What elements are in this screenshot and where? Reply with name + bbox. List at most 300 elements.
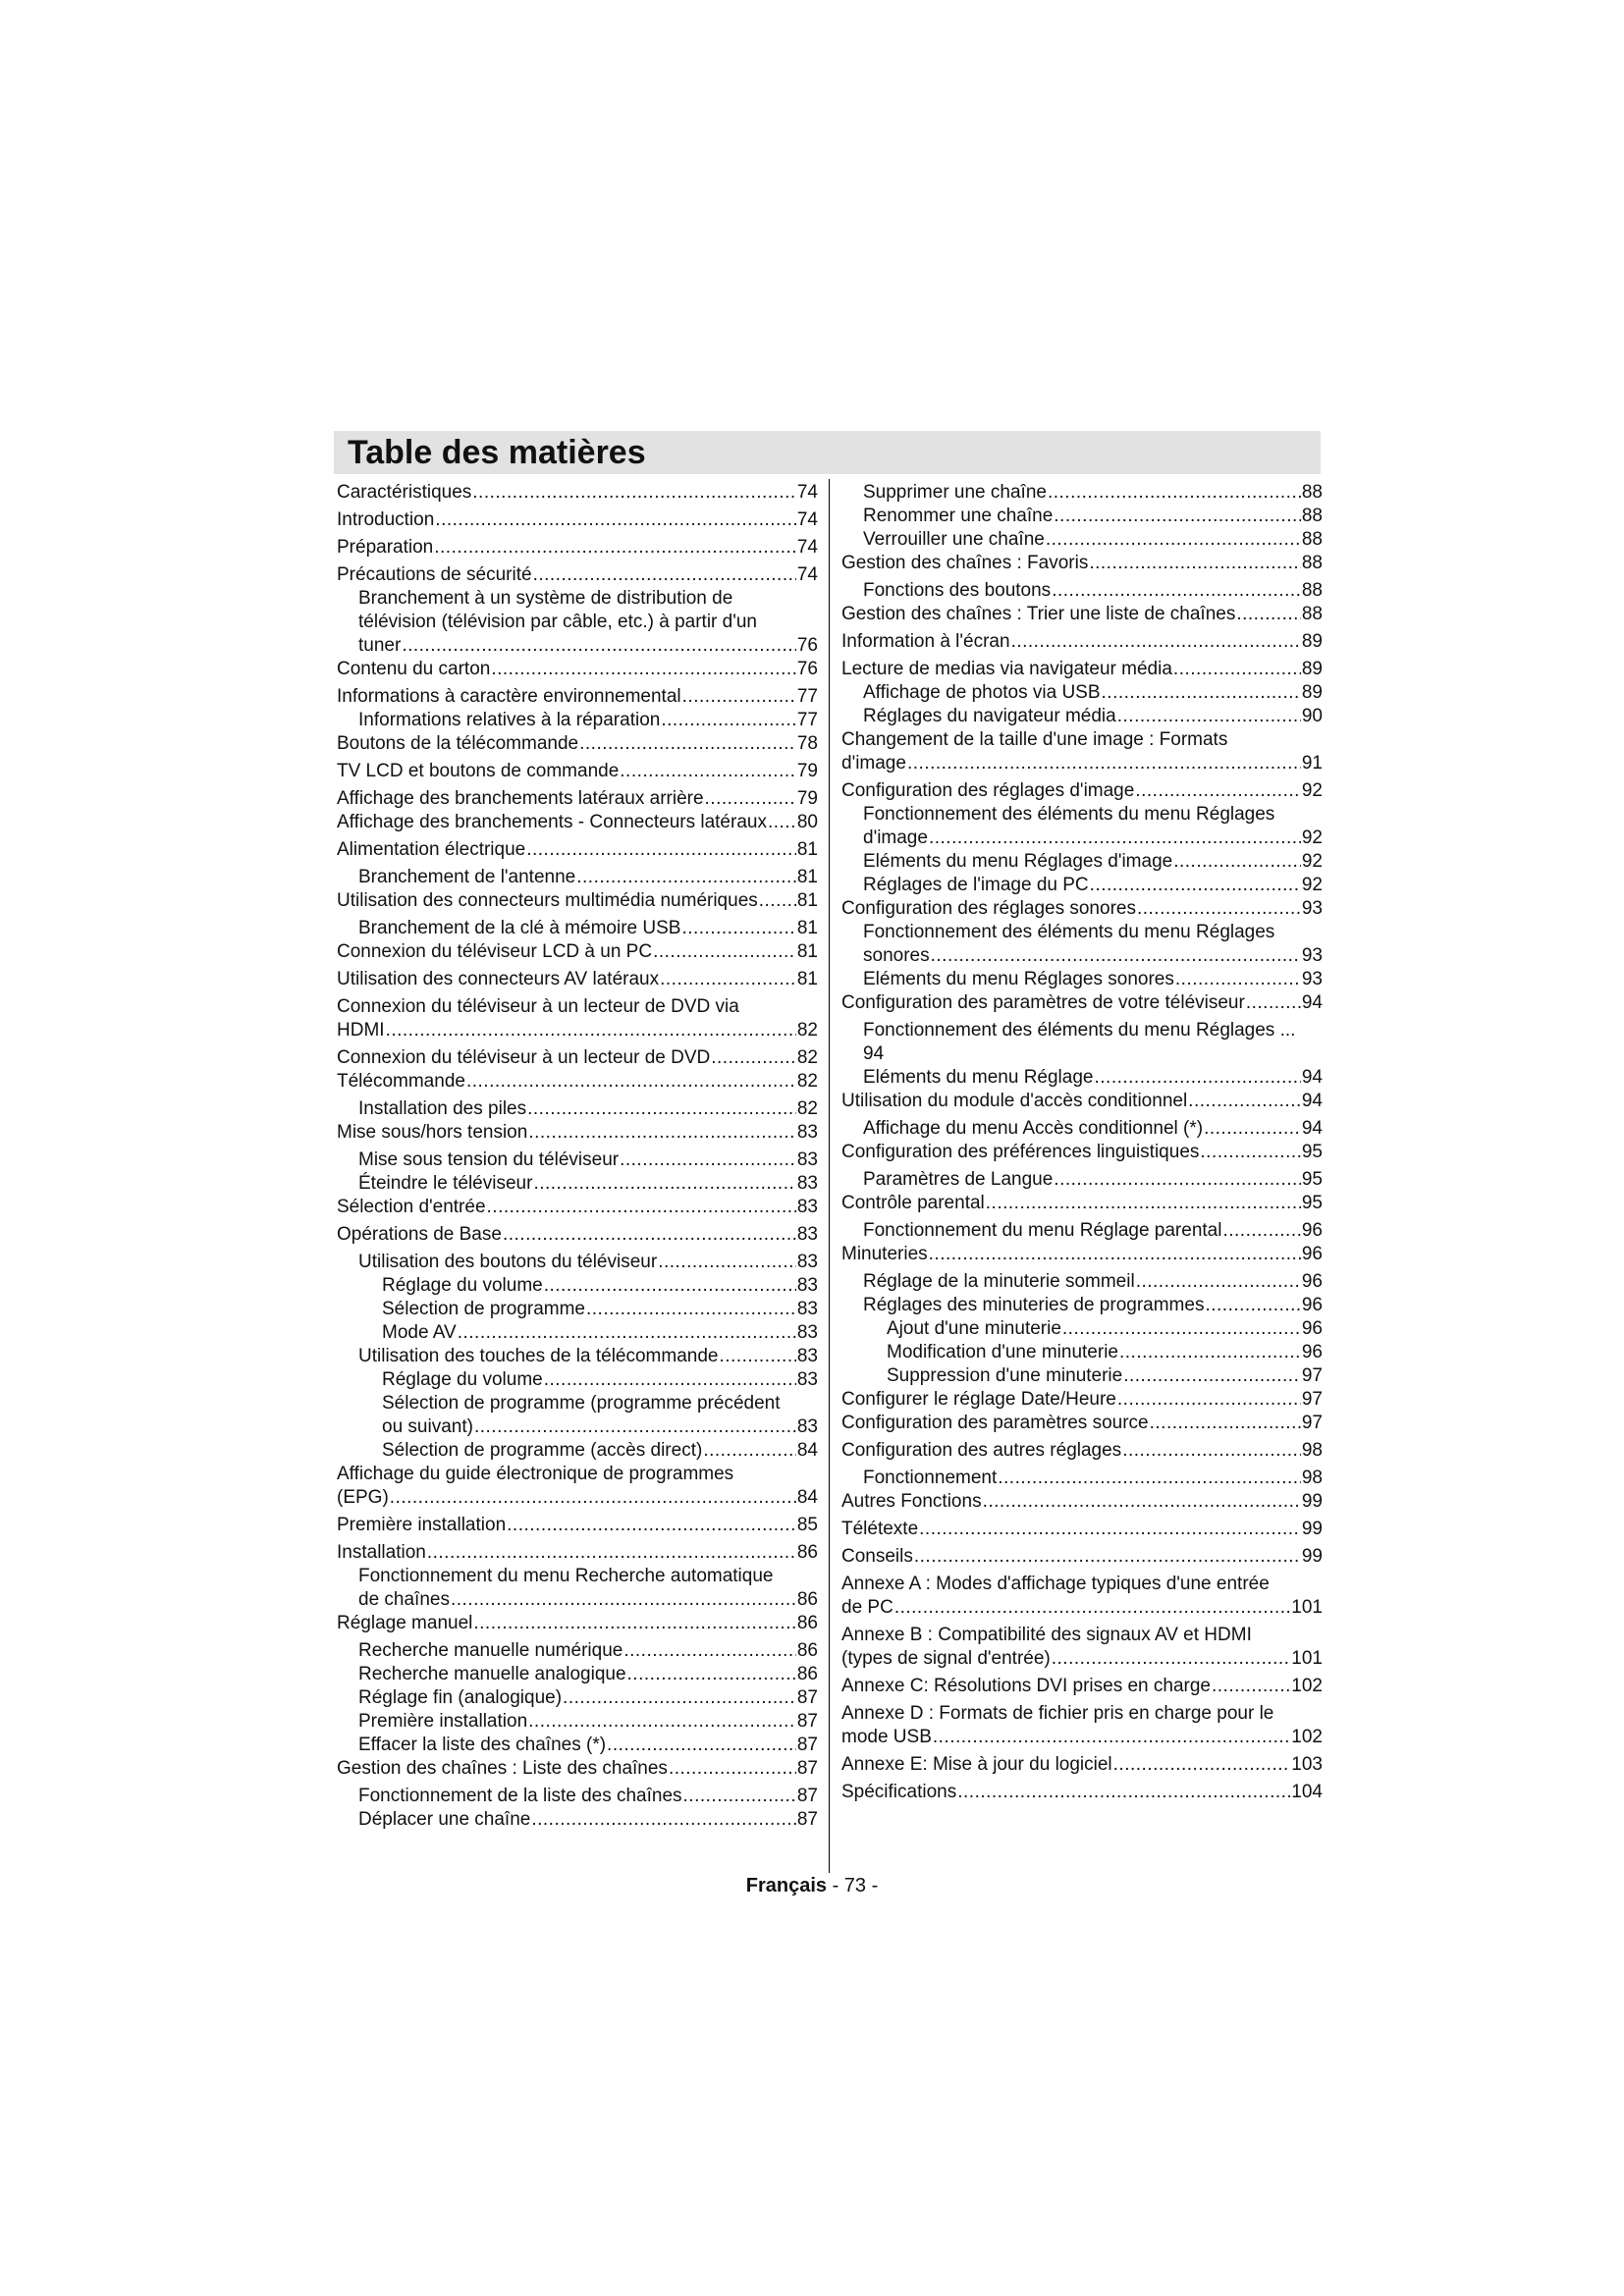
toc-entry-title: Gestion des chaînes : Trier une liste de chaînes — [841, 604, 1236, 624]
toc-entry-page: 82 — [796, 1047, 818, 1068]
dot-leader — [451, 1588, 796, 1612]
toc-entry-title: Verrouiller une chaîne — [863, 529, 1045, 550]
toc-entry-title: Réglage fin (analogique) — [358, 1687, 563, 1708]
toc-entry-title: Mise sous/hors tension — [337, 1122, 528, 1143]
toc-entry-title: Fonctions des boutons — [863, 580, 1052, 601]
toc-entry-title: Connexion du téléviseur à un lecteur de DVD — [337, 1047, 711, 1068]
toc-entry-title: Annexe B : Compatibilité des signaux AV et HDMI — [841, 1625, 1252, 1645]
toc-entry[interactable] — [337, 838, 818, 862]
dot-leader — [528, 1121, 796, 1145]
toc-entry[interactable] — [841, 850, 1323, 874]
toc-entry-page: 83 — [796, 1224, 818, 1245]
dot-leader — [1212, 1675, 1290, 1698]
toc-entry-title: Affichage des branchements latéraux arrière — [337, 788, 704, 809]
toc-entry[interactable] — [337, 1070, 818, 1094]
toc-entry[interactable] — [841, 1624, 1323, 1671]
toc-entry-page: 76 — [796, 659, 818, 679]
toc-entry-title: Effacer la liste des chaînes (*) — [358, 1735, 607, 1755]
toc-entry-page: 77 — [796, 686, 818, 707]
dot-leader — [1204, 1117, 1301, 1141]
toc-entry-title: Contenu du carton — [337, 659, 491, 679]
dot-leader — [528, 1710, 796, 1734]
toc-entry[interactable] — [337, 760, 818, 783]
toc-entry-title: Affichage du guide électronique de programmes — [337, 1464, 734, 1484]
toc-entry[interactable] — [337, 1514, 818, 1537]
dot-leader — [1236, 603, 1301, 626]
toc-entry-title: Minuteries — [841, 1244, 928, 1264]
toc-entry[interactable] — [337, 1710, 818, 1734]
dot-leader — [681, 917, 795, 940]
toc-entry[interactable] — [337, 732, 818, 756]
toc-entry-title: Préparation — [337, 537, 434, 558]
toc-entry[interactable] — [841, 991, 1323, 1015]
toc-entry[interactable] — [337, 1097, 818, 1121]
toc-entry[interactable] — [841, 1294, 1323, 1317]
toc-entry-title: Autres Fonctions — [841, 1491, 982, 1512]
toc-entry-page: 86 — [796, 1664, 818, 1684]
toc-entry-page: 78 — [796, 733, 818, 754]
toc-entry[interactable] — [337, 1686, 818, 1710]
toc-entry-title: Opérations de Base — [337, 1224, 502, 1245]
toc-entry[interactable] — [337, 1046, 818, 1070]
toc-entry-title: Fonctionnement des éléments du menu Réglages ... — [863, 1020, 1296, 1041]
toc-entry[interactable] — [337, 1808, 818, 1832]
toc-entry[interactable] — [337, 811, 818, 834]
dot-leader — [1246, 991, 1301, 1015]
toc-entry-title: Sélection de programme (accès direct) — [382, 1440, 703, 1461]
toc-entry-page: 87 — [796, 1786, 818, 1806]
dot-leader — [683, 1785, 796, 1808]
toc-entry-title: Première installation — [358, 1711, 528, 1732]
toc-entry-page: 83 — [796, 1369, 818, 1390]
toc-entry-page: 96 — [1301, 1271, 1323, 1292]
toc-entry[interactable] — [841, 681, 1323, 705]
toc-entry[interactable] — [337, 1757, 818, 1781]
toc-entry-title: Alimentation électrique — [337, 839, 526, 860]
toc-entry-title: Annexe C: Résolutions DVI prises en charge — [841, 1676, 1211, 1696]
toc-entry[interactable] — [337, 658, 818, 681]
toc-entry-page: 84 — [796, 1440, 818, 1461]
toc-entry-title: Sélection de programme (programme précédent — [382, 1393, 781, 1414]
toc-entry[interactable] — [841, 705, 1323, 728]
toc-entry-title: ou suivant) — [382, 1416, 473, 1437]
toc-entry[interactable] — [841, 579, 1323, 603]
toc-entry-page: 85 — [796, 1515, 818, 1535]
toc-entry-title: Eléments du menu Réglages d'image — [863, 851, 1173, 872]
dot-leader — [1119, 1341, 1301, 1364]
dot-leader — [434, 536, 796, 560]
toc-entry-title: Suppression d'une minuterie — [887, 1365, 1123, 1386]
toc-entry-page: 98 — [1301, 1468, 1323, 1488]
toc-entry-page: 93 — [1301, 945, 1323, 966]
toc-entry-page: 81 — [796, 969, 818, 989]
toc-entry-page: 74 — [796, 537, 818, 558]
dot-leader — [544, 1274, 796, 1298]
toc-entry[interactable] — [337, 1541, 818, 1565]
dot-leader — [719, 1345, 795, 1368]
toc-entry-title: Sélection d'entrée — [337, 1197, 486, 1217]
dot-leader — [1048, 481, 1301, 505]
toc-entry-title: Mise sous tension du téléviseur — [358, 1149, 620, 1170]
toc-entry-title: Fonctionnement de la liste des chaînes — [358, 1786, 682, 1806]
dot-leader — [1205, 1294, 1300, 1317]
dot-leader — [1175, 968, 1301, 991]
toc-entry-title: Branchement de la clé à mémoire USB — [358, 918, 681, 938]
toc-entry-page: 87 — [796, 1809, 818, 1830]
toc-entry[interactable] — [337, 1734, 818, 1757]
toc-entry-title: Recherche manuelle analogique — [358, 1664, 626, 1684]
dot-leader — [1046, 528, 1301, 552]
toc-entry-title: Fonctionnement des éléments du menu Réglages — [863, 922, 1275, 942]
toc-entry[interactable] — [841, 1270, 1323, 1294]
toc-entry-title: Réglages du navigateur média — [863, 706, 1116, 726]
toc-entry[interactable] — [841, 874, 1323, 897]
dot-leader — [466, 1070, 796, 1094]
footer-language: Français — [745, 1875, 827, 1896]
dot-leader — [435, 508, 796, 532]
toc-entry-page: 91 — [1301, 753, 1323, 774]
toc-entry[interactable] — [337, 1392, 818, 1439]
toc-entry[interactable] — [337, 917, 818, 940]
toc-entry[interactable] — [841, 1168, 1323, 1192]
toc-entry[interactable] — [337, 968, 818, 991]
toc-entry-title: Configuration des réglages sonores — [841, 898, 1136, 919]
toc-entry[interactable] — [337, 1439, 818, 1463]
toc-entry-title: Informations à caractère environnemental — [337, 686, 681, 707]
toc-entry[interactable] — [841, 1675, 1323, 1698]
toc-entry-title: 94 — [863, 1043, 885, 1064]
toc-entry[interactable] — [337, 889, 818, 913]
toc-entry-page: 81 — [796, 918, 818, 938]
toc-entry-title: d'image — [841, 753, 906, 774]
toc-entry-title: Modification d'une minuterie — [887, 1342, 1118, 1362]
dot-leader — [563, 1686, 796, 1710]
toc-entry-page: 88 — [1301, 553, 1323, 573]
dot-leader — [1113, 1753, 1291, 1777]
toc-entry[interactable] — [841, 1388, 1323, 1412]
toc-entry[interactable] — [337, 787, 818, 811]
toc-entry-page: 74 — [796, 564, 818, 585]
toc-entry-page: 104 — [1291, 1782, 1323, 1802]
page-title: Table des matières — [348, 434, 646, 471]
toc-entry[interactable] — [841, 1341, 1323, 1364]
toc-entry[interactable] — [337, 536, 818, 560]
toc-entry[interactable] — [337, 1663, 818, 1686]
toc-entry[interactable] — [337, 1368, 818, 1392]
toc-entry-title: Connexion du téléviseur LCD à un PC — [337, 941, 653, 962]
toc-entry-title: de chaînes — [358, 1589, 450, 1610]
toc-entry-page: 83 — [796, 1252, 818, 1272]
toc-entry-page: 92 — [1301, 875, 1323, 895]
toc-entry[interactable] — [841, 1019, 1323, 1066]
toc-entry-page: 89 — [1301, 631, 1323, 652]
toc-entry-page: 83 — [796, 1275, 818, 1296]
dot-leader — [929, 1243, 1301, 1266]
toc-entry[interactable] — [841, 1317, 1323, 1341]
toc-entry-page: 83 — [796, 1173, 818, 1194]
toc-entry[interactable] — [337, 940, 818, 964]
toc-entry[interactable] — [337, 1345, 818, 1368]
dot-leader — [1117, 705, 1301, 728]
dot-leader — [586, 1298, 796, 1321]
toc-entry-page: 99 — [1301, 1546, 1323, 1567]
toc-entry[interactable] — [841, 505, 1323, 528]
toc-entry-title: Télécommande — [337, 1071, 465, 1092]
toc-entry[interactable] — [841, 1467, 1323, 1490]
toc-entry-title: Branchement de l'antenne — [358, 867, 576, 887]
dot-leader — [768, 811, 796, 834]
toc-entry[interactable] — [337, 587, 818, 658]
toc-entry-title: Affichage de photos via USB — [863, 682, 1101, 703]
toc-entry-title: Eléments du menu Réglages sonores — [863, 969, 1174, 989]
toc-entry-title: Eléments du menu Réglage — [863, 1067, 1094, 1088]
toc-entry[interactable] — [841, 1753, 1323, 1777]
dot-leader — [1052, 1647, 1291, 1671]
toc-entry-page: 103 — [1291, 1754, 1323, 1775]
toc-entry[interactable] — [841, 1781, 1323, 1804]
toc-entry-title: Introduction — [337, 509, 435, 530]
dot-leader — [576, 866, 796, 889]
toc-entry[interactable] — [841, 1490, 1323, 1514]
toc-entry-title: Configurer le réglage Date/Heure — [841, 1389, 1116, 1410]
toc-entry-page: 102 — [1291, 1676, 1323, 1696]
toc-entry[interactable] — [841, 1364, 1323, 1388]
dot-leader — [711, 1046, 796, 1070]
toc-entry[interactable] — [337, 1565, 818, 1612]
toc-entry[interactable] — [337, 1463, 818, 1510]
toc-entry[interactable] — [841, 658, 1323, 681]
toc-entry-title: Contrôle parental — [841, 1193, 985, 1213]
dot-leader — [661, 709, 796, 732]
dot-leader — [507, 1514, 796, 1537]
toc-entry-title: Déplacer une chaîne — [358, 1809, 531, 1830]
toc-entry-title: Première installation — [337, 1515, 507, 1535]
toc-entry[interactable] — [841, 779, 1323, 803]
toc-entry-title: Fonctionnement des éléments du menu Réglages — [863, 804, 1275, 825]
toc-entry-title: Caractéristiques — [337, 482, 472, 503]
toc-column-left — [337, 481, 818, 1832]
toc-entry-page: 96 — [1301, 1318, 1323, 1339]
toc-entry-page: 94 — [1301, 1067, 1323, 1088]
toc-entry[interactable] — [841, 630, 1323, 654]
toc-entry-page: 96 — [1301, 1244, 1323, 1264]
dot-leader — [986, 1192, 1301, 1215]
toc-entry-page: 94 — [1301, 1118, 1323, 1139]
dot-leader — [1094, 1066, 1300, 1090]
toc-entry[interactable] — [337, 1148, 818, 1172]
dot-leader — [1200, 1141, 1300, 1164]
toc-entry[interactable] — [337, 1298, 818, 1321]
toc-entry[interactable] — [337, 1321, 818, 1345]
toc-entry[interactable] — [841, 1090, 1323, 1113]
dot-leader — [620, 1148, 796, 1172]
toc-entry-page: 95 — [1301, 1193, 1323, 1213]
toc-entry-page: 97 — [1301, 1365, 1323, 1386]
toc-entry-title: Configuration des paramètres source — [841, 1413, 1149, 1433]
toc-entry[interactable] — [337, 1612, 818, 1635]
toc-entry-page: 81 — [796, 941, 818, 962]
toc-entry-title: Connexion du téléviseur à un lecteur de DVD via — [337, 996, 739, 1017]
toc-entry[interactable] — [337, 563, 818, 587]
toc-entry-page: 81 — [796, 839, 818, 860]
toc-entry[interactable] — [337, 1251, 818, 1274]
toc-entry-page: 76 — [796, 635, 818, 656]
dot-leader — [620, 760, 796, 783]
toc-entry-title: Informations relatives à la réparation — [358, 710, 661, 730]
toc-entry[interactable] — [841, 1117, 1323, 1141]
toc-entry-title: Information à l'écran — [841, 631, 1010, 652]
toc-entry[interactable] — [337, 481, 818, 505]
dot-leader — [1054, 505, 1301, 528]
toc-entry[interactable] — [841, 897, 1323, 921]
toc-entry[interactable] — [337, 1172, 818, 1196]
dot-leader — [682, 685, 796, 709]
toc-entry-title: Fonctionnement du menu Réglage parental — [863, 1220, 1222, 1241]
toc-entry-page: 93 — [1301, 969, 1323, 989]
toc-entry[interactable] — [841, 1545, 1323, 1569]
toc-entry-page: 92 — [1301, 851, 1323, 872]
dot-leader — [1173, 850, 1301, 874]
toc-entry-title: tuner — [358, 635, 402, 656]
toc-entry-page: 97 — [1301, 1413, 1323, 1433]
toc-entry[interactable] — [841, 1219, 1323, 1243]
toc-entry[interactable] — [337, 685, 818, 709]
toc-entry-page: 83 — [796, 1149, 818, 1170]
dot-leader — [386, 1019, 796, 1042]
toc-entry-page: 83 — [796, 1299, 818, 1319]
toc-entry[interactable] — [841, 1573, 1323, 1620]
toc-entry-page: 84 — [796, 1487, 818, 1508]
toc-entry-page: 87 — [796, 1758, 818, 1779]
dot-leader — [933, 1726, 1290, 1749]
toc-entry-page: 77 — [796, 710, 818, 730]
toc-entry-title: Réglage du volume — [382, 1369, 543, 1390]
toc-entry-page: 96 — [1301, 1295, 1323, 1315]
toc-entry-page: 83 — [796, 1346, 818, 1366]
toc-entry-title: Gestion des chaînes : Liste des chaînes — [337, 1758, 668, 1779]
toc-entry-title: Télétexte — [841, 1519, 919, 1539]
page-footer — [0, 1875, 1624, 1897]
dot-leader — [474, 1415, 796, 1439]
toc-entry-page: 83 — [796, 1416, 818, 1437]
dot-leader — [1054, 1168, 1301, 1192]
toc-entry-page: 81 — [796, 890, 818, 911]
toc-entry[interactable] — [841, 1192, 1323, 1215]
dot-leader — [1123, 1364, 1301, 1388]
toc-entry-page: 92 — [1301, 828, 1323, 848]
dot-leader — [531, 1808, 796, 1832]
toc-entry-title: Installation — [337, 1542, 426, 1563]
toc-entry[interactable] — [841, 1141, 1323, 1164]
toc-entry-page: 82 — [796, 1020, 818, 1041]
toc-entry[interactable] — [841, 1439, 1323, 1463]
toc-entry[interactable] — [841, 728, 1323, 775]
dot-leader — [607, 1734, 796, 1757]
toc-entry[interactable] — [841, 921, 1323, 968]
dot-leader — [427, 1541, 796, 1565]
toc-entry-title: Utilisation des boutons du téléviseur — [358, 1252, 658, 1272]
dot-leader — [527, 1097, 796, 1121]
toc-entry[interactable] — [337, 1196, 818, 1219]
toc-entry[interactable] — [841, 552, 1323, 575]
dot-leader — [1122, 1439, 1301, 1463]
toc-entry-page: 89 — [1301, 682, 1323, 703]
toc-entry-page: 87 — [796, 1735, 818, 1755]
toc-entry[interactable] — [841, 603, 1323, 626]
toc-entry-title: Fonctionnement — [863, 1468, 998, 1488]
dot-leader — [1135, 779, 1301, 803]
toc-entry[interactable] — [337, 1274, 818, 1298]
toc-entry-page: 101 — [1291, 1648, 1323, 1669]
dot-leader — [957, 1781, 1290, 1804]
toc-entry[interactable] — [841, 1412, 1323, 1435]
dot-leader — [931, 944, 1301, 968]
toc-entry[interactable] — [337, 1121, 818, 1145]
toc-entry-page: 83 — [796, 1122, 818, 1143]
toc-entry-page: 96 — [1301, 1220, 1323, 1241]
toc-entry-page: 80 — [796, 812, 818, 832]
toc-entry[interactable] — [337, 508, 818, 532]
column-divider — [829, 479, 830, 1873]
toc-entry-page: 79 — [796, 761, 818, 781]
toc-entry[interactable] — [841, 968, 1323, 991]
toc-entry[interactable] — [337, 709, 818, 732]
toc-entry-title: (types de signal d'entrée) — [841, 1648, 1051, 1669]
dot-leader — [907, 752, 1301, 775]
toc-entry-title: de PC — [841, 1597, 893, 1618]
toc-entry[interactable] — [337, 866, 818, 889]
toc-entry[interactable] — [841, 803, 1323, 850]
toc-entry-title: TV LCD et boutons de commande — [337, 761, 620, 781]
toc-entry[interactable] — [337, 1785, 818, 1808]
toc-entry-page: 94 — [1301, 1091, 1323, 1111]
toc-entry[interactable] — [337, 1223, 818, 1247]
dot-leader — [533, 563, 796, 587]
dot-leader — [1090, 874, 1301, 897]
toc-entry-page: 87 — [796, 1711, 818, 1732]
toc-entry-title: Annexe E: Mise à jour du logiciel — [841, 1754, 1112, 1775]
title-bar — [334, 431, 1321, 474]
toc-entry-page: 81 — [796, 867, 818, 887]
toc-entry-title: Réglage manuel — [337, 1613, 473, 1633]
toc-entry-page: 89 — [1301, 659, 1323, 679]
dot-leader — [658, 1251, 796, 1274]
toc-entry-page: 94 — [1301, 992, 1323, 1013]
toc-entry-title: Changement de la taille d'une image : Formats — [841, 729, 1228, 750]
toc-entry[interactable] — [841, 1518, 1323, 1541]
dot-leader — [627, 1663, 796, 1686]
toc-entry-title: Réglage du volume — [382, 1275, 543, 1296]
toc-entry[interactable] — [841, 1243, 1323, 1266]
toc-entry-page: 93 — [1301, 898, 1323, 919]
toc-entry-title: Sélection de programme — [382, 1299, 585, 1319]
dot-leader — [503, 1223, 796, 1247]
dot-leader — [919, 1518, 1301, 1541]
toc-entry[interactable] — [337, 995, 818, 1042]
toc-entry-title: d'image — [863, 828, 928, 848]
toc-entry[interactable] — [841, 1066, 1323, 1090]
toc-entry-page: 87 — [796, 1687, 818, 1708]
toc-entry[interactable] — [841, 528, 1323, 552]
toc-entry-title: Installation des piles — [358, 1098, 527, 1119]
toc-entry[interactable] — [841, 481, 1323, 505]
toc-entry-page: 74 — [796, 509, 818, 530]
dot-leader — [759, 889, 796, 913]
toc-entry[interactable] — [337, 1639, 818, 1663]
dot-leader — [390, 1486, 796, 1510]
toc-entry-page: 79 — [796, 788, 818, 809]
toc-entry[interactable] — [841, 1702, 1323, 1749]
